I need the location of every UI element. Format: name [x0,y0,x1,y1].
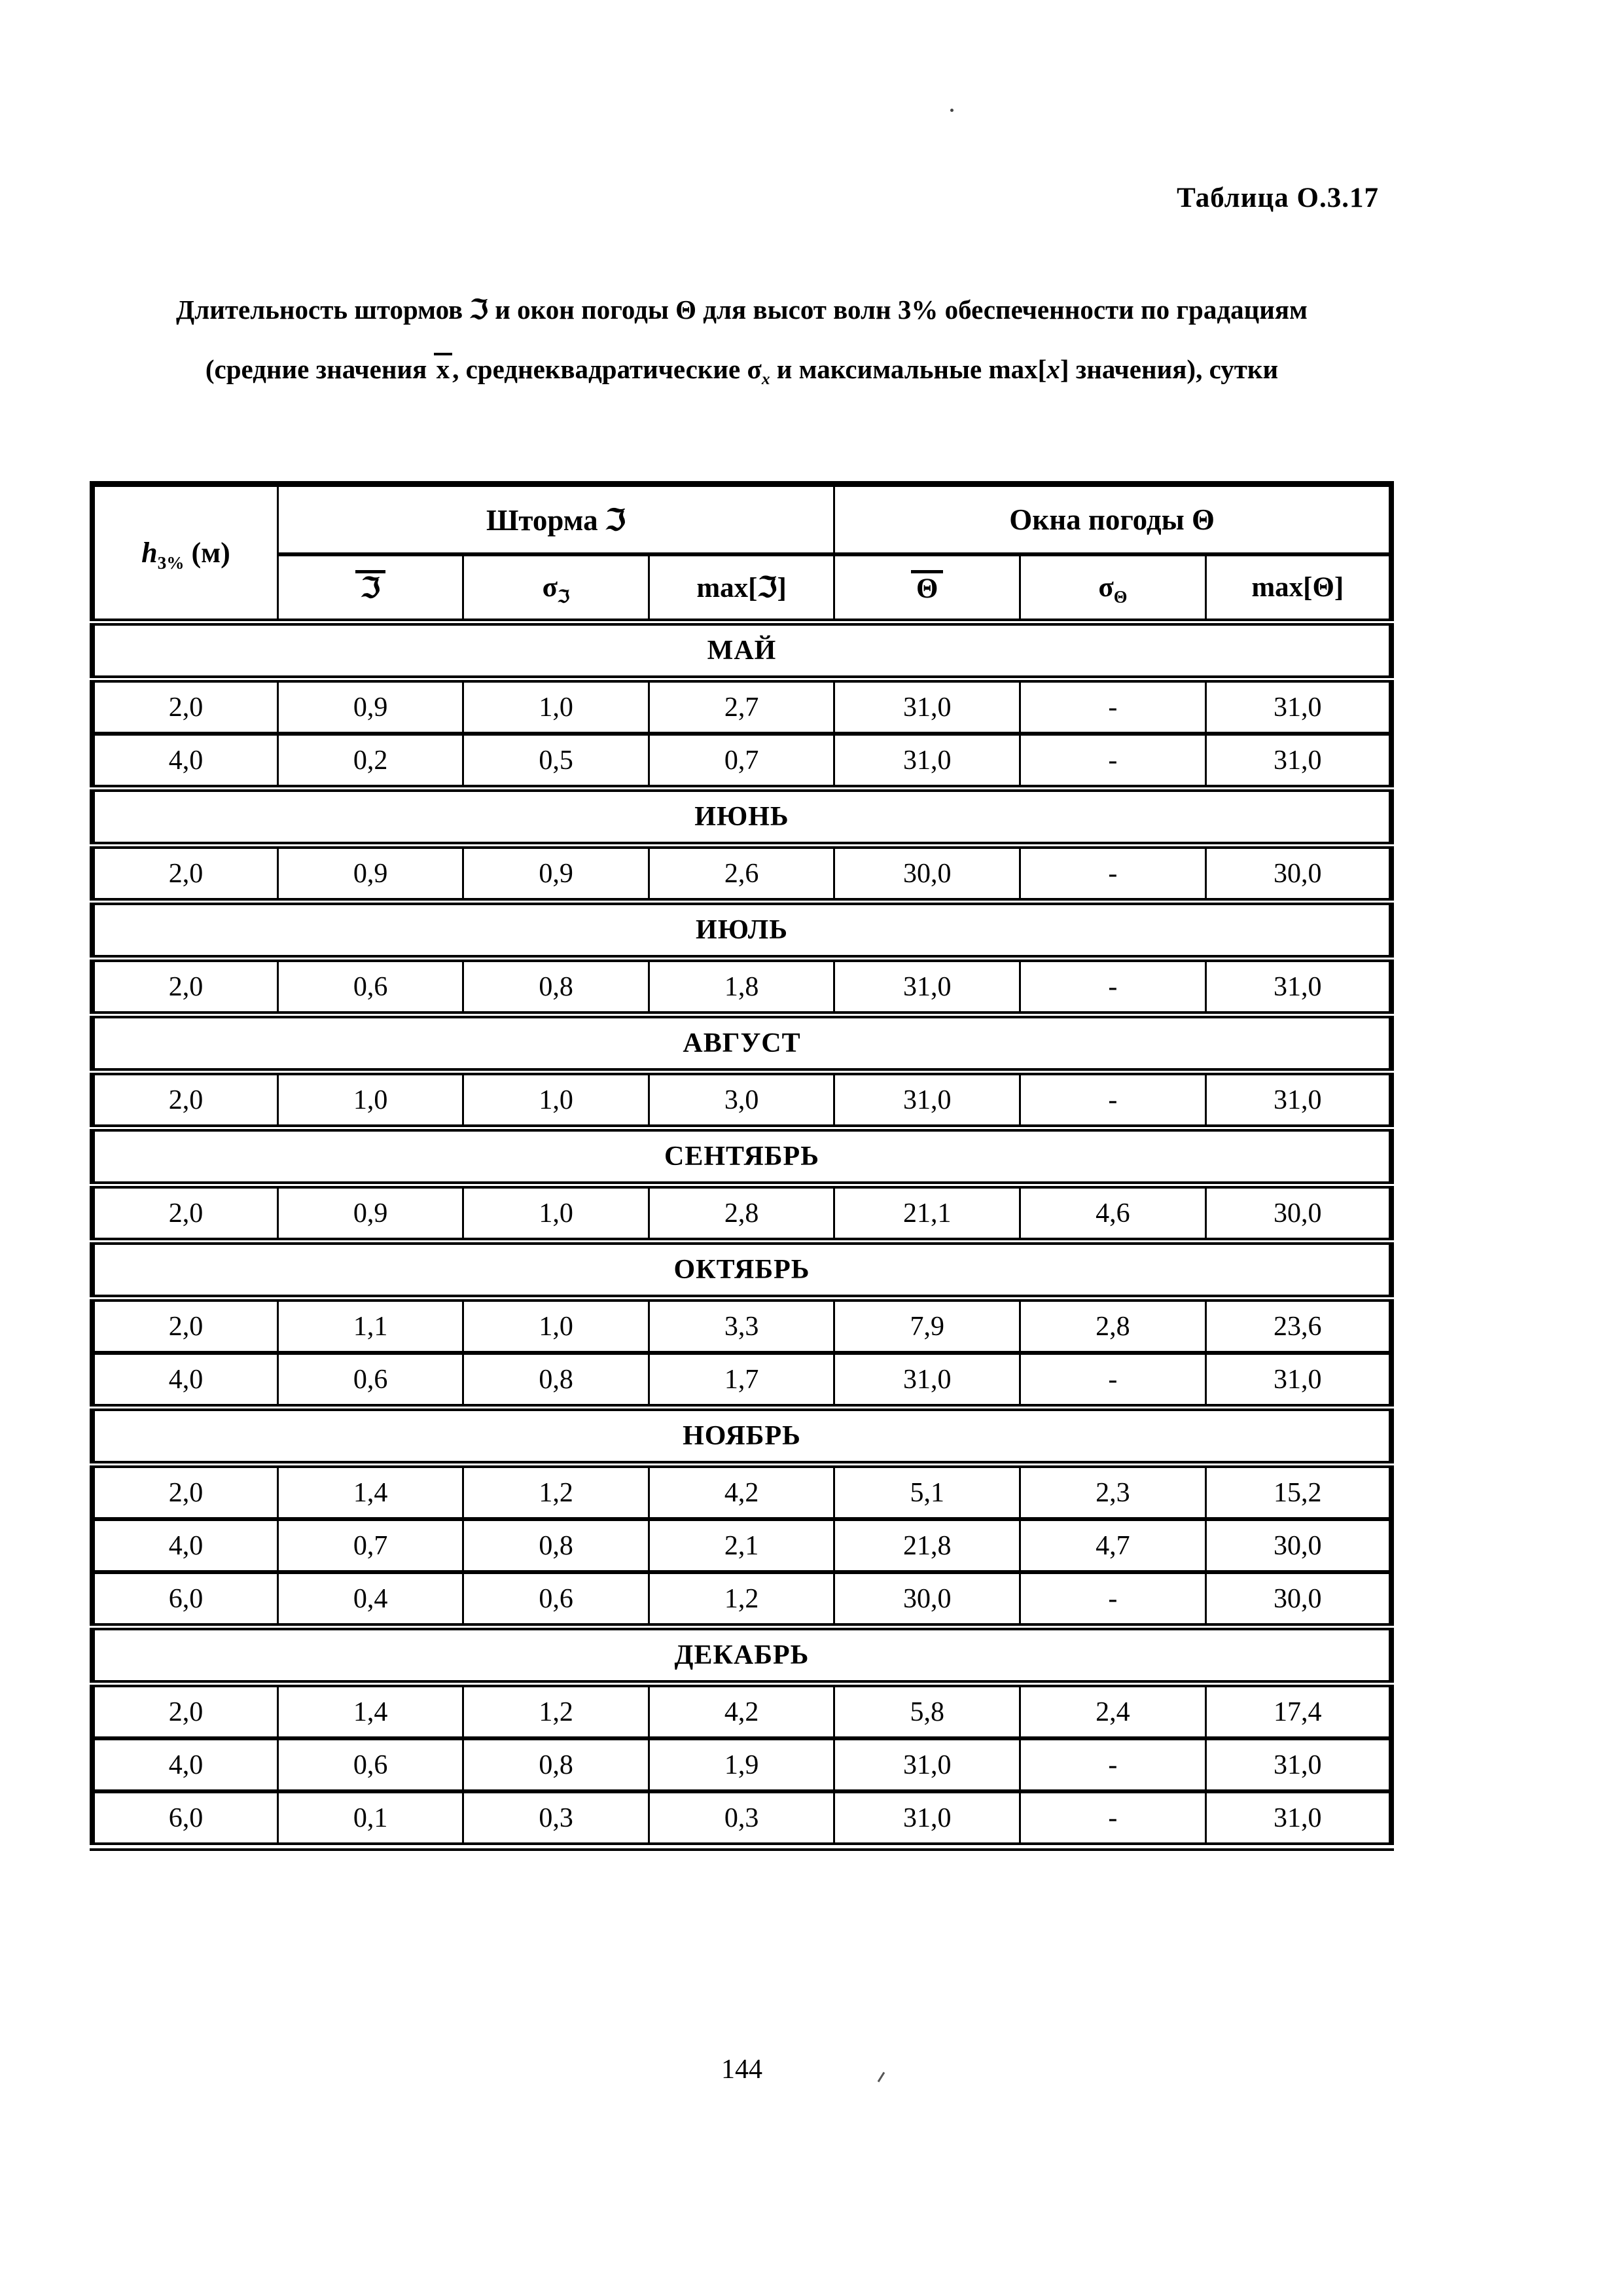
month-row [92,902,1391,959]
data-cell: - [1020,959,1205,1015]
data-cell: 17,4 [1205,1684,1391,1739]
data-cell: 1,2 [649,1572,834,1627]
data-cell: 30,0 [1205,846,1391,902]
data-row [92,1738,1391,1791]
data-cell: 0,9 [463,846,649,902]
data-cell: 4,2 [649,1465,834,1520]
data-cell: 1,0 [463,1185,649,1242]
data-cell: 31,0 [1205,734,1391,789]
data-cell: 0,8 [463,1353,649,1408]
sigma-symbol: σ [747,354,762,385]
data-cell: 30,0 [834,1572,1020,1627]
table-title [90,295,1394,389]
data-row [92,1519,1391,1572]
data-cell: - [1020,1072,1205,1128]
data-cell: 1,0 [463,1072,649,1128]
weather-windows-group-header: Окна погоды Θ [834,484,1391,555]
data-cell: 31,0 [834,1738,1020,1791]
data-cell: 3,3 [649,1299,834,1354]
data-cell: 2,0 [92,1185,277,1242]
storm-mean-header [277,554,463,622]
storm-max-header: max[ℑ] [649,554,834,622]
h-symbol: h [141,537,158,569]
month-band: ИЮЛЬ [92,902,1391,959]
table-body [92,622,1391,1847]
data-row [92,959,1391,1015]
window-max-header: max[Θ] [1205,554,1391,622]
data-cell: 1,4 [277,1465,463,1520]
data-cell: - [1020,679,1205,734]
data-cell: 0,5 [463,734,649,789]
data-row [92,1684,1391,1739]
data-cell: 2,0 [92,1465,277,1520]
data-cell: 2,4 [1020,1684,1205,1739]
month-row [92,1015,1391,1072]
month-band: ДЕКАБРЬ [92,1627,1391,1684]
sigma-symbol: σ [1098,572,1114,603]
data-cell: 0,6 [463,1572,649,1627]
data-cell: 0,6 [277,1353,463,1408]
data-cell: 3,0 [649,1072,834,1128]
data-cell: - [1020,1791,1205,1847]
data-cell: 31,0 [1205,1738,1391,1791]
data-cell: 6,0 [92,1572,277,1627]
storm-sigma-header [463,554,649,622]
data-cell: 2,8 [649,1185,834,1242]
data-cell: 2,3 [1020,1465,1205,1520]
table-title-line2 [90,353,1394,389]
data-cell: 0,3 [463,1791,649,1847]
data-row [92,1353,1391,1408]
sigma-subscript-x: x [761,370,770,389]
month-row [92,789,1391,846]
data-cell: 0,7 [649,734,834,789]
data-row [92,679,1391,734]
data-cell: 31,0 [1205,1353,1391,1408]
data-cell: 2,1 [649,1519,834,1572]
data-cell: 23,6 [1205,1299,1391,1354]
month-row [92,1627,1391,1684]
data-cell: 2,6 [649,846,834,902]
data-row [92,1572,1391,1627]
data-cell: 0,6 [277,1738,463,1791]
data-cell: 0,2 [277,734,463,789]
data-cell: 1,0 [463,679,649,734]
month-band: ИЮНЬ [92,789,1391,846]
data-cell: 1,0 [463,1299,649,1354]
month-band: СЕНТЯБРЬ [92,1128,1391,1185]
data-cell: 5,1 [834,1465,1020,1520]
data-cell: 2,7 [649,679,834,734]
sigma-symbol: σ [542,572,558,603]
window-mean-symbol: Θ [911,570,943,603]
x-bar-symbol: x [434,353,453,383]
data-cell: 4,0 [92,1519,277,1572]
page-number: 144 [721,2054,762,2085]
data-cell: 1,1 [277,1299,463,1354]
group-header-row [92,484,1391,555]
data-cell: 1,8 [649,959,834,1015]
table-number-caption: Таблица О.3.17 [1177,183,1379,213]
title-line2-pre: (средние значения [205,354,434,385]
table-head [92,484,1391,622]
data-cell: 2,0 [92,846,277,902]
month-row [92,1128,1391,1185]
month-row [92,1408,1391,1465]
data-cell: 0,9 [277,1185,463,1242]
data-row [92,1185,1391,1242]
data-cell: 21,8 [834,1519,1020,1572]
data-cell: - [1020,846,1205,902]
data-cell: 30,0 [1205,1519,1391,1572]
data-cell: 4,0 [92,1738,277,1791]
month-band: НОЯБРЬ [92,1408,1391,1465]
data-cell: 4,0 [92,734,277,789]
data-row [92,1072,1391,1128]
data-cell: - [1020,734,1205,789]
data-cell: 0,9 [277,846,463,902]
month-band: МАЙ [92,622,1391,679]
data-cell: 15,2 [1205,1465,1391,1520]
table-title-line1: Длительность штормов ℑ и окон погоды Θ для высот волн 3% обеспеченности по градациям [176,295,1308,325]
storm-mean-symbol: ℑ [355,570,385,603]
data-cell: 2,8 [1020,1299,1205,1354]
data-cell: 4,2 [649,1684,834,1739]
month-band: ОКТЯБРЬ [92,1242,1391,1299]
sigma-subscript-window: Θ [1113,586,1128,607]
data-cell: - [1020,1572,1205,1627]
data-cell: 0,8 [463,1738,649,1791]
data-cell: 0,7 [277,1519,463,1572]
data-cell: 1,0 [277,1072,463,1128]
data-row [92,1465,1391,1520]
data-row [92,734,1391,789]
data-cell: 31,0 [1205,1791,1391,1847]
sub-header-row [92,554,1391,622]
data-cell: 1,2 [463,1465,649,1520]
data-cell: 0,9 [277,679,463,734]
data-row [92,846,1391,902]
data-cell: 2,0 [92,1072,277,1128]
scan-artifact-dot [950,109,954,112]
data-cell: 31,0 [834,959,1020,1015]
data-cell: 1,4 [277,1684,463,1739]
data-cell: 31,0 [1205,1072,1391,1128]
title-line2-mid1: , среднеквадратические [452,354,747,385]
data-cell: 31,0 [834,679,1020,734]
month-band: АВГУСТ [92,1015,1391,1072]
data-cell: 30,0 [1205,1572,1391,1627]
h-subscript: 3% [157,552,185,573]
data-cell: 31,0 [1205,679,1391,734]
data-cell: 7,9 [834,1299,1020,1354]
data-cell: 0,6 [277,959,463,1015]
data-cell: 4,7 [1020,1519,1205,1572]
data-cell: 30,0 [834,846,1020,902]
data-row [92,1791,1391,1847]
data-cell: 2,0 [92,1299,277,1354]
data-cell: 4,0 [92,1353,277,1408]
h-unit: (м) [184,537,230,569]
data-cell: 6,0 [92,1791,277,1847]
data-cell: - [1020,1738,1205,1791]
data-cell: 0,1 [277,1791,463,1847]
window-sigma-header [1020,554,1205,622]
data-cell: 30,0 [1205,1185,1391,1242]
data-cell: 31,0 [834,1072,1020,1128]
title-line2-mid2: и максимальные max[ [770,354,1047,385]
window-mean-header [834,554,1020,622]
data-cell: 0,8 [463,1519,649,1572]
data-cell: 31,0 [834,1791,1020,1847]
data-cell: 0,8 [463,959,649,1015]
data-cell: 4,6 [1020,1185,1205,1242]
data-cell: 21,1 [834,1185,1020,1242]
data-cell: 5,8 [834,1684,1020,1739]
month-row [92,1242,1391,1299]
data-cell: 31,0 [1205,959,1391,1015]
month-row [92,622,1391,679]
data-cell: - [1020,1353,1205,1408]
data-cell: 1,9 [649,1738,834,1791]
sigma-subscript-storm: ℑ [558,586,570,607]
data-cell: 31,0 [834,1353,1020,1408]
data-cell: 2,0 [92,1684,277,1739]
data-cell: 31,0 [834,734,1020,789]
data-row [92,1299,1391,1354]
max-x-symbol: x [1046,354,1060,385]
data-cell: 2,0 [92,679,277,734]
data-cell: 1,2 [463,1684,649,1739]
data-cell: 1,7 [649,1353,834,1408]
title-line2-post: ] значения), сутки [1060,354,1279,385]
storm-weather-table [90,481,1394,1851]
wave-height-header-cell [92,484,277,622]
data-cell: 0,4 [277,1572,463,1627]
data-cell: 2,0 [92,959,277,1015]
storms-group-header: Шторма ℑ [277,484,834,555]
data-cell: 0,3 [649,1791,834,1847]
